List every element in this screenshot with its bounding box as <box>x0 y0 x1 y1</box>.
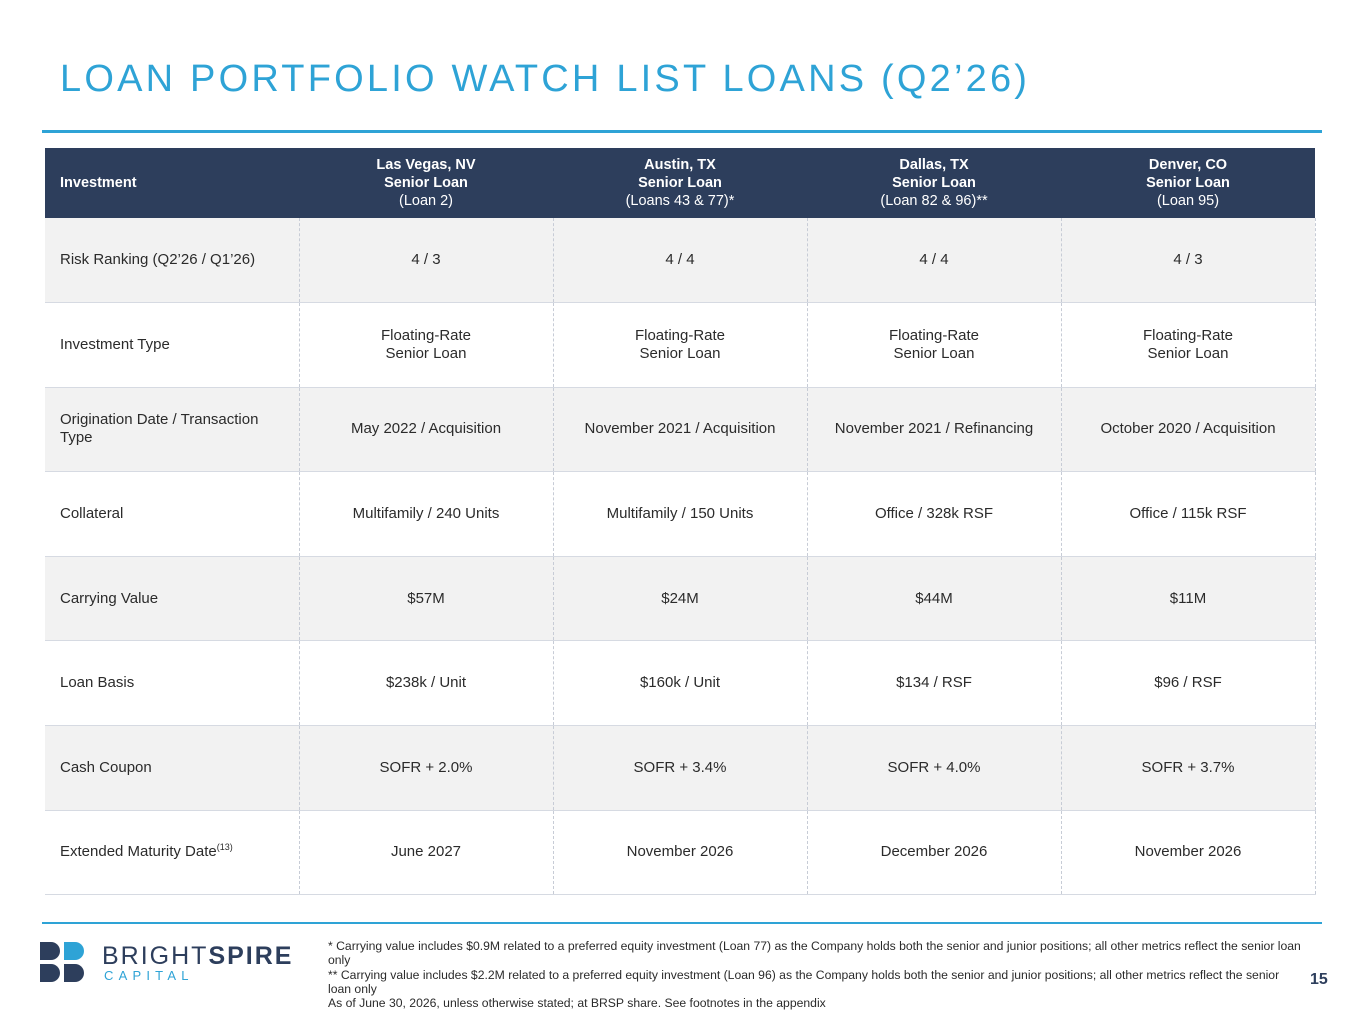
table-row <box>45 472 1315 557</box>
column-loan-ref: (Loans 43 & 77)* <box>625 193 735 209</box>
table-cell: Office / 115k RSF <box>1061 472 1315 557</box>
table-cell: Floating-Rate Senior Loan <box>807 303 1061 388</box>
row-label: Risk Ranking (Q2’26 / Q1’26) <box>45 218 299 303</box>
row-label: Carrying Value <box>45 556 299 641</box>
logo-wordmark <box>102 942 293 971</box>
footnote: As of June 30, 2026, unless otherwise stated; at BRSP share. See footnotes in the appendix <box>328 996 826 1011</box>
row-label <box>45 810 299 895</box>
column-loan-type: Senior Loan <box>638 175 722 191</box>
table-cell: SOFR + 4.0% <box>807 726 1061 811</box>
table-cell: $238k / Unit <box>299 641 553 726</box>
column-location: Las Vegas, NV <box>376 157 476 173</box>
footer-divider <box>42 922 1322 924</box>
row-label: Loan Basis <box>45 641 299 726</box>
footnote: * Carrying value includes $0.9M related to a preferred equity investment (Loan 77) as the Company holds both the senior and junior positions; all other metrics reflect the senior loan only <box>328 939 1301 968</box>
row-label: Cash Coupon <box>45 726 299 811</box>
column-loan-ref: (Loan 2) <box>398 193 453 209</box>
table-cell: Multifamily / 150 Units <box>553 472 807 557</box>
table-cell: SOFR + 3.4% <box>553 726 807 811</box>
header-column <box>553 148 807 218</box>
table-cell: 4 / 4 <box>807 218 1061 303</box>
table-row <box>45 556 1315 641</box>
table-cell: Floating-Rate Senior Loan <box>299 303 553 388</box>
table-cell: October 2020 / Acquisition <box>1061 387 1315 472</box>
table-cell: $96 / RSF <box>1061 641 1315 726</box>
header-column <box>299 148 553 218</box>
table-cell: $24M <box>553 556 807 641</box>
row-label: Investment Type <box>45 303 299 388</box>
table-cell: Office / 328k RSF <box>807 472 1061 557</box>
table-cell: $11M <box>1061 556 1315 641</box>
table-row <box>45 641 1315 726</box>
table-header-row <box>45 148 1315 218</box>
column-location: Austin, TX <box>644 157 716 173</box>
table-cell: Floating-Rate Senior Loan <box>1061 303 1315 388</box>
logo-name-light: BRIGHT <box>102 942 209 970</box>
row-label-text: Extended Maturity Date <box>60 843 217 861</box>
table-cell: June 2027 <box>299 810 553 895</box>
table-cell: $134 / RSF <box>807 641 1061 726</box>
footnote-ref: (13) <box>216 842 233 853</box>
footnote: ** Carrying value includes $2.2M related to a preferred equity investment (Loan 96) as the Company holds both the senior and junior positions; all other metrics reflect the senior loan only <box>328 967 1280 996</box>
table-cell: SOFR + 3.7% <box>1061 726 1315 811</box>
page-number: 15 <box>1310 971 1328 988</box>
table-cell: December 2026 <box>807 810 1061 895</box>
table-cell: SOFR + 2.0% <box>299 726 553 811</box>
column-location: Dallas, TX <box>899 157 969 173</box>
column-loan-ref: (Loan 82 & 96)** <box>880 193 988 209</box>
header-investment: Investment <box>45 148 299 218</box>
table-cell: $160k / Unit <box>553 641 807 726</box>
table-cell: November 2021 / Acquisition <box>553 387 807 472</box>
table-cell: Multifamily / 240 Units <box>299 472 553 557</box>
table-row <box>45 726 1315 811</box>
table-cell: $57M <box>299 556 553 641</box>
table-cell: November 2021 / Refinancing <box>807 387 1061 472</box>
column-loan-ref: (Loan 95) <box>1156 193 1220 209</box>
table-cell: 4 / 3 <box>299 218 553 303</box>
page-title: LOAN PORTFOLIO WATCH LIST LOANS (Q2’26) <box>60 58 1031 100</box>
table-cell: May 2022 / Acquisition <box>299 387 553 472</box>
table-cell: November 2026 <box>1061 810 1315 895</box>
table-cell: $44M <box>807 556 1061 641</box>
row-label: Collateral <box>45 472 299 557</box>
table-cell: 4 / 3 <box>1061 218 1315 303</box>
footnotes <box>328 939 1303 1010</box>
title-divider <box>42 130 1322 133</box>
table-row <box>45 303 1315 388</box>
table-row <box>45 387 1315 472</box>
column-loan-type: Senior Loan <box>384 175 468 191</box>
header-column <box>1061 148 1315 218</box>
logo-name-bold: SPIRE <box>208 942 294 970</box>
logo-subtitle: CAPITAL <box>104 968 194 983</box>
table-row <box>45 810 1315 895</box>
header-column <box>807 148 1061 218</box>
row-label: Origination Date / Transaction Type <box>45 387 299 472</box>
column-location: Denver, CO <box>1148 157 1228 173</box>
brightspire-mark-icon <box>40 942 88 984</box>
column-loan-type: Senior Loan <box>892 175 976 191</box>
brightspire-logo <box>40 942 295 984</box>
table-cell: 4 / 4 <box>553 218 807 303</box>
table-cell: November 2026 <box>553 810 807 895</box>
table-cell: Floating-Rate Senior Loan <box>553 303 807 388</box>
watch-list-table <box>45 148 1316 895</box>
column-loan-type: Senior Loan <box>1146 175 1230 191</box>
table-row <box>45 218 1315 303</box>
